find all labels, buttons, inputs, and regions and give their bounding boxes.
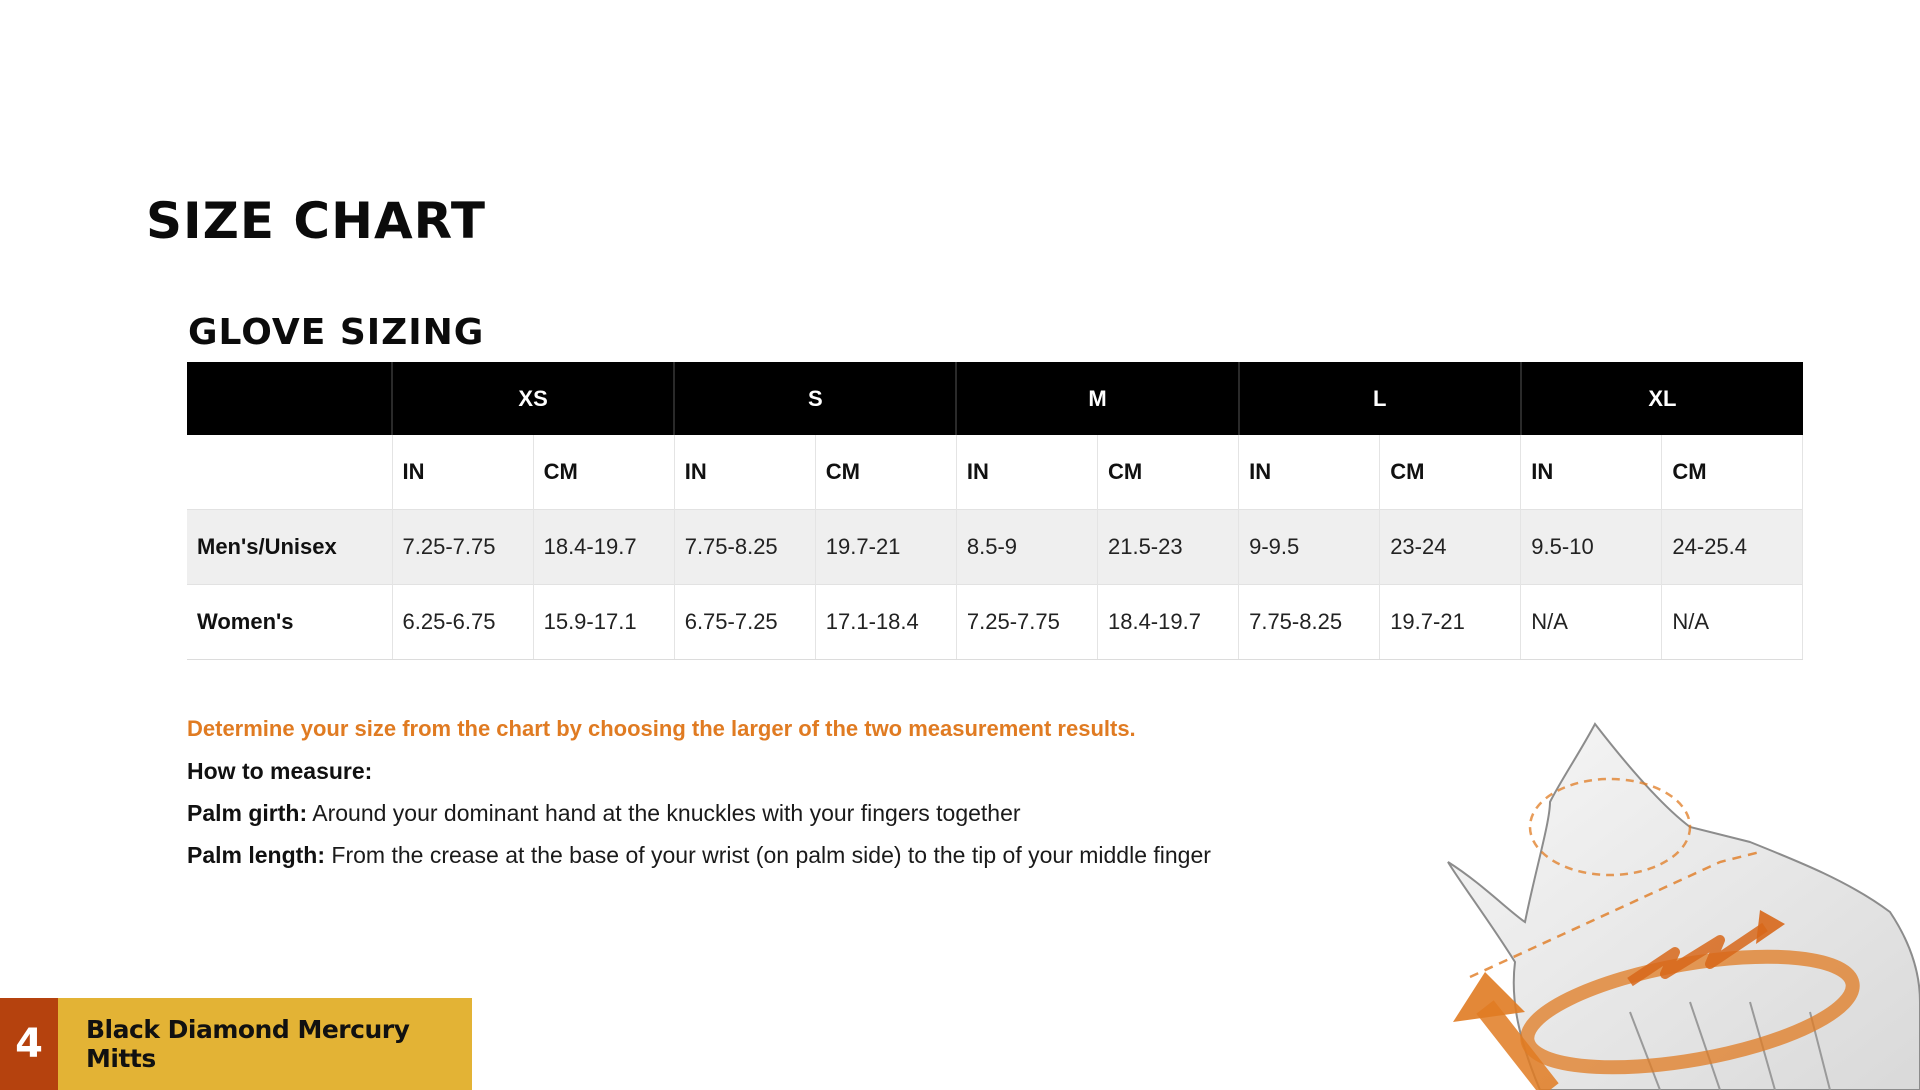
how-to-measure-heading (187, 750, 1387, 792)
measurement-notes (187, 708, 1387, 876)
unit-cell: CM (1097, 435, 1238, 510)
row-label: Men's/Unisex (187, 510, 392, 585)
unit-cell: CM (533, 435, 674, 510)
table-cell: 7.25-7.75 (956, 585, 1097, 660)
table-cell: 7.75-8.25 (674, 510, 815, 585)
table-cell: 18.4-19.7 (1097, 585, 1238, 660)
section-title: GLOVE SIZING (188, 312, 485, 353)
size-header-l: L (1239, 362, 1521, 435)
unit-cell: IN (1239, 435, 1380, 510)
size-header-row (187, 362, 1803, 435)
palm-length-note (187, 834, 1387, 876)
table-row-womens (187, 585, 1803, 660)
palm-girth-note (187, 792, 1387, 834)
table-cell: 19.7-21 (1380, 585, 1521, 660)
table-cell: 7.25-7.75 (392, 510, 533, 585)
badge-label: Black Diamond Mercury Mitts (58, 998, 472, 1090)
palm-girth-label: Palm girth: (187, 800, 308, 826)
table-cell: 6.25-6.75 (392, 585, 533, 660)
unit-cell: CM (815, 435, 956, 510)
table-cell: 15.9-17.1 (533, 585, 674, 660)
header-blank (187, 362, 392, 435)
table-cell: 24-25.4 (1662, 510, 1803, 585)
table-cell: 23-24 (1380, 510, 1521, 585)
size-header-xl: XL (1521, 362, 1803, 435)
table-cell: 17.1-18.4 (815, 585, 956, 660)
table-cell: 19.7-21 (815, 510, 956, 585)
badge-number: 4 (0, 998, 58, 1090)
sizing-tip: Determine your size from the chart by choosing the larger of the two measurement results. (187, 716, 1136, 741)
table-cell: N/A (1662, 585, 1803, 660)
unit-cell: IN (1521, 435, 1662, 510)
unit-cell: CM (1662, 435, 1803, 510)
product-badge (0, 998, 472, 1090)
table-row-mens-unisex (187, 510, 1803, 585)
table-cell: 6.75-7.25 (674, 585, 815, 660)
size-header-xs: XS (392, 362, 674, 435)
glove-size-table (187, 362, 1803, 660)
unit-cell: IN (956, 435, 1097, 510)
size-header-s: S (674, 362, 956, 435)
table-cell: 8.5-9 (956, 510, 1097, 585)
table-cell: 21.5-23 (1097, 510, 1238, 585)
how-to-label: How to measure: (187, 758, 373, 784)
palm-girth-text: Around your dominant hand at the knuckles with your fingers together (307, 800, 1021, 826)
palm-length-label: Palm length: (187, 842, 326, 868)
unit-row (187, 435, 1803, 510)
unit-cell: IN (392, 435, 533, 510)
table-cell: N/A (1521, 585, 1662, 660)
row-label: Women's (187, 585, 392, 660)
unit-cell: IN (674, 435, 815, 510)
size-header-m: M (956, 362, 1238, 435)
palm-length-text: From the crease at the base of your wrist (on palm side) to the tip of your middle finger (325, 842, 1211, 868)
hand-measurement-illustration (1430, 712, 1920, 1090)
unit-blank (187, 435, 392, 510)
table-cell: 7.75-8.25 (1239, 585, 1380, 660)
table-cell: 18.4-19.7 (533, 510, 674, 585)
unit-cell: CM (1380, 435, 1521, 510)
page-title: SIZE CHART (146, 192, 487, 250)
table-cell: 9.5-10 (1521, 510, 1662, 585)
table-cell: 9-9.5 (1239, 510, 1380, 585)
